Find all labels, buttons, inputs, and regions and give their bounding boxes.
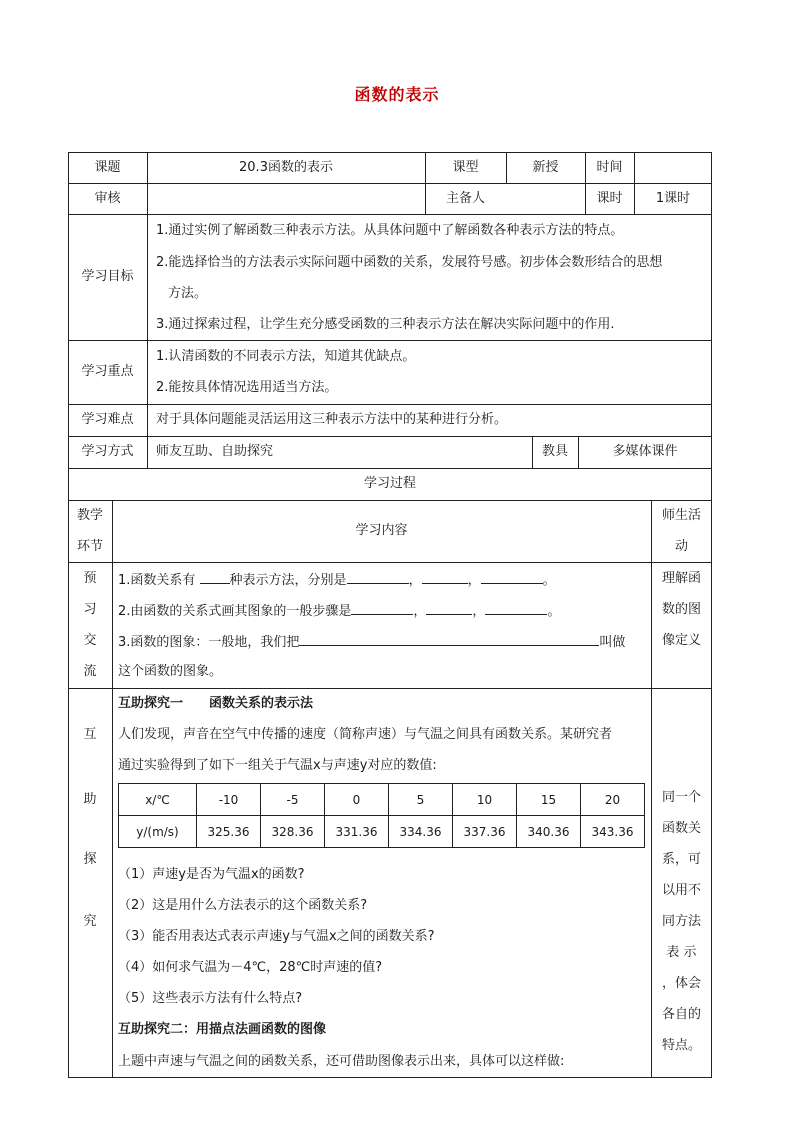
key-point-item: 1.认清函数的不同表示方法，知道其优缺点。 xyxy=(156,349,416,364)
preview-question-3: 3.函数的图象：一般地，我们把 叫做 xyxy=(118,631,625,653)
tool-label: 教具 xyxy=(541,444,568,459)
preview-question-2: 2.由函数的关系式画其图象的一般步骤是 ， ， 。 xyxy=(118,600,560,622)
table-cell: -10 xyxy=(197,784,261,816)
document-title: 函数的表示 xyxy=(354,85,440,104)
method-text: 师友互助、自助探究 xyxy=(156,444,274,459)
intro-text: 人们发现，声音在空气中传播的速度（简称声速）与气温之间具有函数关系。某研究者 xyxy=(118,727,613,742)
activity-line: 以用不 xyxy=(661,883,701,898)
time-label: 时间 xyxy=(596,160,623,175)
question-item: （5）这些表示方法有什么特点? xyxy=(118,991,303,1006)
table-row xyxy=(119,816,645,848)
activity-line: 数的图 xyxy=(661,602,701,617)
row-header: x/℃ xyxy=(119,784,197,816)
answer-blank[interactable] xyxy=(485,600,547,615)
key-points-label: 学习重点 xyxy=(81,364,134,379)
activity-line: 像定义 xyxy=(661,633,701,648)
type-label: 课型 xyxy=(452,160,479,175)
answer-blank[interactable] xyxy=(200,569,230,584)
activity-line: 函数关 xyxy=(661,821,701,836)
table-cell: 5 xyxy=(389,784,453,816)
table-cell: 0 xyxy=(325,784,389,816)
stage-char: 预 xyxy=(83,571,97,586)
activity-line: 理解函 xyxy=(661,571,701,586)
goal-item: 1.通过实例了解函数三种表示方法。从具体问题中了解函数各种表示方法的特点。 xyxy=(156,223,624,238)
section-heading: 互助探究二：用描点法画函数的图像 xyxy=(118,1022,327,1037)
stage-char: 助 xyxy=(83,792,97,807)
preview-question-3-cont: 这个函数的图象。 xyxy=(118,664,223,679)
goal-item: 方法。 xyxy=(168,286,208,301)
type-value: 新授 xyxy=(532,160,559,175)
answer-blank[interactable] xyxy=(426,600,472,615)
answer-blank[interactable] xyxy=(351,600,413,615)
stage-char: 流 xyxy=(83,664,97,679)
stage-char: 探 xyxy=(83,852,97,867)
question-item: （1）声速y是否为气温x的函数? xyxy=(118,867,305,882)
goal-item: 2.能选择恰当的方法表示实际问题中函数的关系，发展符号感。初步体会数形结合的思想 xyxy=(156,255,663,270)
activity-line: 系，可 xyxy=(661,852,701,867)
stage-header: 环节 xyxy=(76,539,103,554)
stage-char: 交 xyxy=(83,633,97,648)
section-heading: 互助探究一 函数关系的表示法 xyxy=(118,696,314,711)
goals-label: 学习目标 xyxy=(81,269,134,284)
content-header: 学习内容 xyxy=(355,523,408,538)
data-table xyxy=(118,783,645,848)
question-item: （4）如何求气温为－4℃，28℃时声速的值? xyxy=(118,960,383,975)
activity-line: 同方法 xyxy=(661,914,701,929)
table-cell: 334.36 xyxy=(389,816,453,848)
answer-blank[interactable] xyxy=(481,569,543,584)
difficulty-text: 对于具体问题能灵活运用这三种表示方法中的某种进行分析。 xyxy=(156,412,508,427)
process-title: 学习过程 xyxy=(363,476,416,491)
activity-line: 同一个 xyxy=(661,790,701,805)
stage-header: 教学 xyxy=(76,508,103,523)
table-cell: 20 xyxy=(581,784,645,816)
key-point-item: 2.能按具体情况选用适当方法。 xyxy=(156,380,338,395)
row-header: y/(m/s) xyxy=(119,816,197,848)
stage-char: 习 xyxy=(83,602,97,617)
tool-value: 多媒体课件 xyxy=(612,444,678,459)
table-cell: 325.36 xyxy=(197,816,261,848)
topic-label: 课题 xyxy=(94,160,121,175)
activity-line: 表 示 xyxy=(666,945,697,960)
activity-header: 师生活 xyxy=(661,508,701,523)
preparer-label: 主备人 xyxy=(445,191,485,206)
explore-text: 上题中声速与气温之间的函数关系，还可借助图像表示出来，具体可以这样做: xyxy=(118,1054,565,1069)
topic-value: 20.3函数的表示 xyxy=(239,160,333,175)
preview-question-1: 1.函数关系有 种表示方法，分别是 ， ， 。 xyxy=(118,569,556,591)
stage-char: 互 xyxy=(83,727,97,742)
question-item: （2）这是用什么方法表示的这个函数关系? xyxy=(118,898,368,913)
review-label: 审核 xyxy=(94,191,121,206)
difficulty-label: 学习难点 xyxy=(81,412,134,427)
table-cell: 15 xyxy=(517,784,581,816)
table-row xyxy=(119,784,645,816)
goal-item: 3.通过探索过程，让学生充分感受函数的三种表示方法在解决实际问题中的作用. xyxy=(156,317,615,332)
table-cell: 343.36 xyxy=(581,816,645,848)
table-cell: 337.36 xyxy=(453,816,517,848)
method-label: 学习方式 xyxy=(81,444,134,459)
intro-text: 通过实验得到了如下一组关于气温x与声速y对应的数值: xyxy=(118,758,437,773)
question-item: （3）能否用表达式表示声速y与气温x之间的函数关系? xyxy=(118,929,435,944)
hours-value: 1课时 xyxy=(655,191,691,206)
activity-header: 动 xyxy=(674,539,688,554)
table-cell: 340.36 xyxy=(517,816,581,848)
table-cell: -5 xyxy=(261,784,325,816)
activity-line: 特点。 xyxy=(661,1038,701,1053)
activity-line: ，体会 xyxy=(661,976,701,991)
answer-blank[interactable] xyxy=(347,569,409,584)
hours-label: 课时 xyxy=(596,191,623,206)
stage-char: 究 xyxy=(83,914,97,929)
answer-blank[interactable] xyxy=(422,569,468,584)
answer-blank[interactable] xyxy=(299,631,599,646)
table-cell: 10 xyxy=(453,784,517,816)
table-cell: 328.36 xyxy=(261,816,325,848)
table-cell: 331.36 xyxy=(325,816,389,848)
activity-line: 各自的 xyxy=(661,1007,701,1022)
